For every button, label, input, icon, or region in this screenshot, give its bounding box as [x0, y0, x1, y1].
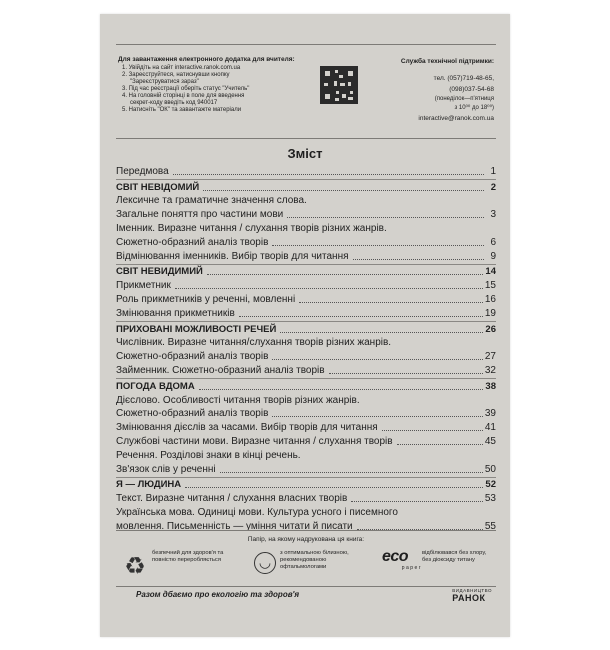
- toc-page-number: 53: [484, 493, 496, 505]
- download-step: 5. Натисніть "ОК" та завантажте матеріали: [122, 107, 242, 113]
- toc-entry-title: Числівник. Виразне читання/слухання творів різних жанрів.: [116, 337, 392, 349]
- eco-paper-logo: [382, 548, 422, 574]
- toc-entry-title: Загальне поняття про частини мови: [116, 209, 284, 221]
- toc-entry-row: [116, 221, 496, 235]
- toc-entry-row: [116, 363, 496, 377]
- toc-page-number: 19: [484, 307, 496, 319]
- eco-logo-subword: paper: [401, 565, 422, 571]
- divider: [116, 586, 496, 587]
- toc-entry-title: Лексичне та граматичне значення слова.: [116, 195, 307, 207]
- toc-entry-title: Іменник. Виразне читання / слухання творів різних жанрів.: [116, 222, 387, 234]
- toc-page-number: 55: [484, 520, 496, 532]
- download-step: 4. На головній сторінці в поле для введення: [122, 93, 245, 99]
- toc-entry-row: [116, 306, 496, 320]
- publisher-name: РАНОК: [452, 593, 486, 603]
- toc-entry-title: Передмова: [116, 165, 169, 177]
- tech-support-block: [374, 56, 494, 124]
- support-email: interactive@ranok.com.ua: [418, 115, 494, 122]
- support-phone: тел. (057)719-48-65,: [433, 75, 494, 82]
- toc-section-title: ПОГОДА ВДОМА: [116, 380, 195, 392]
- divider: [116, 530, 496, 531]
- recycle-icon: ♻: [124, 553, 146, 580]
- toc-entry-title: Сюжетно-образний аналіз творів: [116, 351, 269, 363]
- toc-leader-dots: [351, 501, 483, 502]
- paper-property: відбілювався без хлору, без діоксиду титану: [422, 550, 487, 563]
- toc-entry-row: [116, 278, 496, 292]
- toc-leader-dots: [382, 430, 483, 431]
- download-step: 3. Під час реєстрації оберіть статус "Учитель": [122, 86, 250, 92]
- toc-leader-dots: [199, 389, 484, 390]
- toc-section-title: Я — ЛЮДИНА: [116, 479, 182, 491]
- download-step: "Зареєструватися зараз": [130, 79, 199, 85]
- toc-entry-row: [116, 194, 496, 208]
- paper-info-title: Папір, на якому надрукована ця книга:: [247, 536, 365, 543]
- toc-page-number: 32: [484, 364, 496, 376]
- toc-entry-row: [116, 491, 496, 505]
- toc-entry-row: [116, 292, 496, 306]
- toc-page-number: 1: [490, 165, 496, 177]
- publisher-caption: ВИДАВНИЦТВО: [452, 588, 492, 593]
- toc-page-number: 2: [490, 181, 496, 193]
- publisher-logo: [452, 588, 492, 603]
- paper-property: з оптимальною білизною, рекомендованою офтальмологами: [280, 550, 349, 570]
- toc-leader-dots: [329, 373, 483, 374]
- toc-leader-dots: [397, 444, 483, 445]
- teacher-download-header: [116, 44, 496, 140]
- toc-page-number: 38: [485, 380, 496, 392]
- toc-entry-title: Дієслово. Особливості читання творів різних жанрів.: [116, 394, 360, 406]
- download-step: секрет-коду введіть код 940017: [130, 100, 218, 106]
- eco-logo-word: eco: [382, 548, 409, 565]
- toc-page-number: 14: [485, 266, 496, 278]
- toc-entry-row: [116, 207, 496, 221]
- toc-entry-title: Зв'язок слів у реченні: [116, 463, 216, 475]
- toc-leader-dots: [185, 487, 483, 488]
- toc-section-title: СВІТ НЕВИДИМИЙ: [116, 266, 203, 278]
- toc-entry-title: Відмінювання іменників. Вибір творів для читання: [116, 250, 349, 262]
- tech-support-title: Служба технічної підтримки:: [400, 58, 494, 65]
- toc-page-number: 39: [484, 408, 496, 420]
- toc-entry-title: Службові частини мови. Виразне читання / слухання творів: [116, 435, 393, 447]
- toc-section-title: ПРИХОВАНІ МОЖЛИВОСТІ РЕЧЕЙ: [116, 323, 277, 335]
- toc-entry-title: мовлення. Письменність — уміння читати й писати: [116, 520, 353, 532]
- toc-page-number: 41: [484, 422, 496, 434]
- toc-section-row: [116, 322, 496, 336]
- toc-entry-title: Змінювання дієслів за часами. Вибір творів для читання: [116, 422, 378, 434]
- toc-section-row: [116, 379, 496, 393]
- qr-code-icon: [320, 66, 358, 104]
- toc-entry-title: Українська мова. Одиниці мови. Культура усного і писемного: [116, 506, 398, 518]
- toc-leader-dots: [280, 332, 483, 333]
- toc-page-number: 52: [485, 479, 496, 491]
- toc-section-row: [116, 265, 496, 279]
- book-page: [100, 14, 510, 637]
- support-hours: (понеділок—п'ятниця: [434, 96, 494, 102]
- toc-leader-dots: [220, 472, 483, 473]
- toc-entry-row: [116, 164, 496, 178]
- toc-entry-row: [116, 448, 496, 462]
- toc-entry-title: Займенник. Сюжетно-образний аналіз творів: [116, 364, 325, 376]
- contents-title: Зміст: [287, 146, 323, 161]
- toc-entry-row: [116, 336, 496, 350]
- toc-leader-dots: [272, 359, 482, 360]
- toc-leader-dots: [299, 302, 483, 303]
- download-steps: [122, 65, 312, 114]
- toc-entry-row: [116, 393, 496, 407]
- divider: [116, 138, 496, 139]
- toc-leader-dots: [353, 259, 484, 260]
- toc-leader-dots: [272, 245, 484, 246]
- teacher-download-title: Для завантаження електронного додатка для вчителя:: [118, 56, 295, 63]
- toc-section-row: [116, 180, 496, 194]
- toc-entry-row: [116, 407, 496, 421]
- support-phone: (098)037-54-68: [449, 86, 494, 93]
- toc-leader-dots: [239, 316, 483, 317]
- divider: [116, 44, 496, 45]
- toc-page-number: 15: [484, 280, 496, 292]
- smiley-face-icon: ◡: [254, 552, 276, 574]
- toc-entry-title: Текст. Виразне читання / слухання власних творів: [116, 493, 348, 505]
- toc-page-number: 9: [490, 250, 496, 262]
- toc-page-number: 26: [485, 323, 496, 335]
- toc-entry-title: Сюжетно-образний аналіз творів: [116, 408, 269, 420]
- toc-entry-row: [116, 420, 496, 434]
- toc-entry-row: [116, 505, 496, 519]
- toc-page-number: 50: [484, 463, 496, 475]
- toc-leader-dots: [203, 190, 484, 191]
- toc-section-row: [116, 478, 496, 492]
- toc-leader-dots: [207, 274, 484, 275]
- download-step: 1. Увійдіть на сайт interactive.ranok.com.ua: [122, 65, 241, 71]
- toc-entry-row: [116, 434, 496, 448]
- toc-entry-row: [116, 462, 496, 476]
- support-hours: з 10⁰⁰ до 18⁰⁰): [454, 105, 494, 111]
- toc-page-number: 16: [484, 293, 496, 305]
- toc-page-number: 3: [490, 209, 496, 221]
- toc-leader-dots: [272, 416, 482, 417]
- table-of-contents: [116, 164, 496, 533]
- toc-entry-title: Сюжетно-образний аналіз творів: [116, 236, 269, 248]
- toc-leader-dots: [173, 174, 484, 175]
- toc-entry-row: [116, 349, 496, 363]
- toc-entry-row: [116, 235, 496, 249]
- eco-slogan: Разом дбаємо про екологію та здоров'я: [136, 590, 300, 599]
- toc-leader-dots: [287, 217, 484, 218]
- toc-section-title: СВІТ НЕВІДОМИЙ: [116, 181, 200, 193]
- download-step: 2. Зареєструйтеся, натиснувши кнопку: [122, 72, 230, 78]
- toc-page-number: 6: [490, 236, 496, 248]
- eco-paper-footer: [116, 530, 496, 630]
- toc-entry-title: Роль прикметників у реченні, мовленні: [116, 293, 296, 305]
- toc-page-number: 27: [484, 351, 496, 363]
- toc-entry-title: Прикметник: [116, 280, 171, 292]
- toc-entry-title: Речення. Розділові знаки в кінці речень.: [116, 449, 301, 461]
- toc-page-number: 45: [484, 435, 496, 447]
- paper-property: безпечний для здоров'я та повністю переробляється: [152, 550, 224, 563]
- toc-entry-row: [116, 249, 496, 263]
- toc-leader-dots: [175, 288, 483, 289]
- toc-entry-title: Змінювання прикметників: [116, 307, 235, 319]
